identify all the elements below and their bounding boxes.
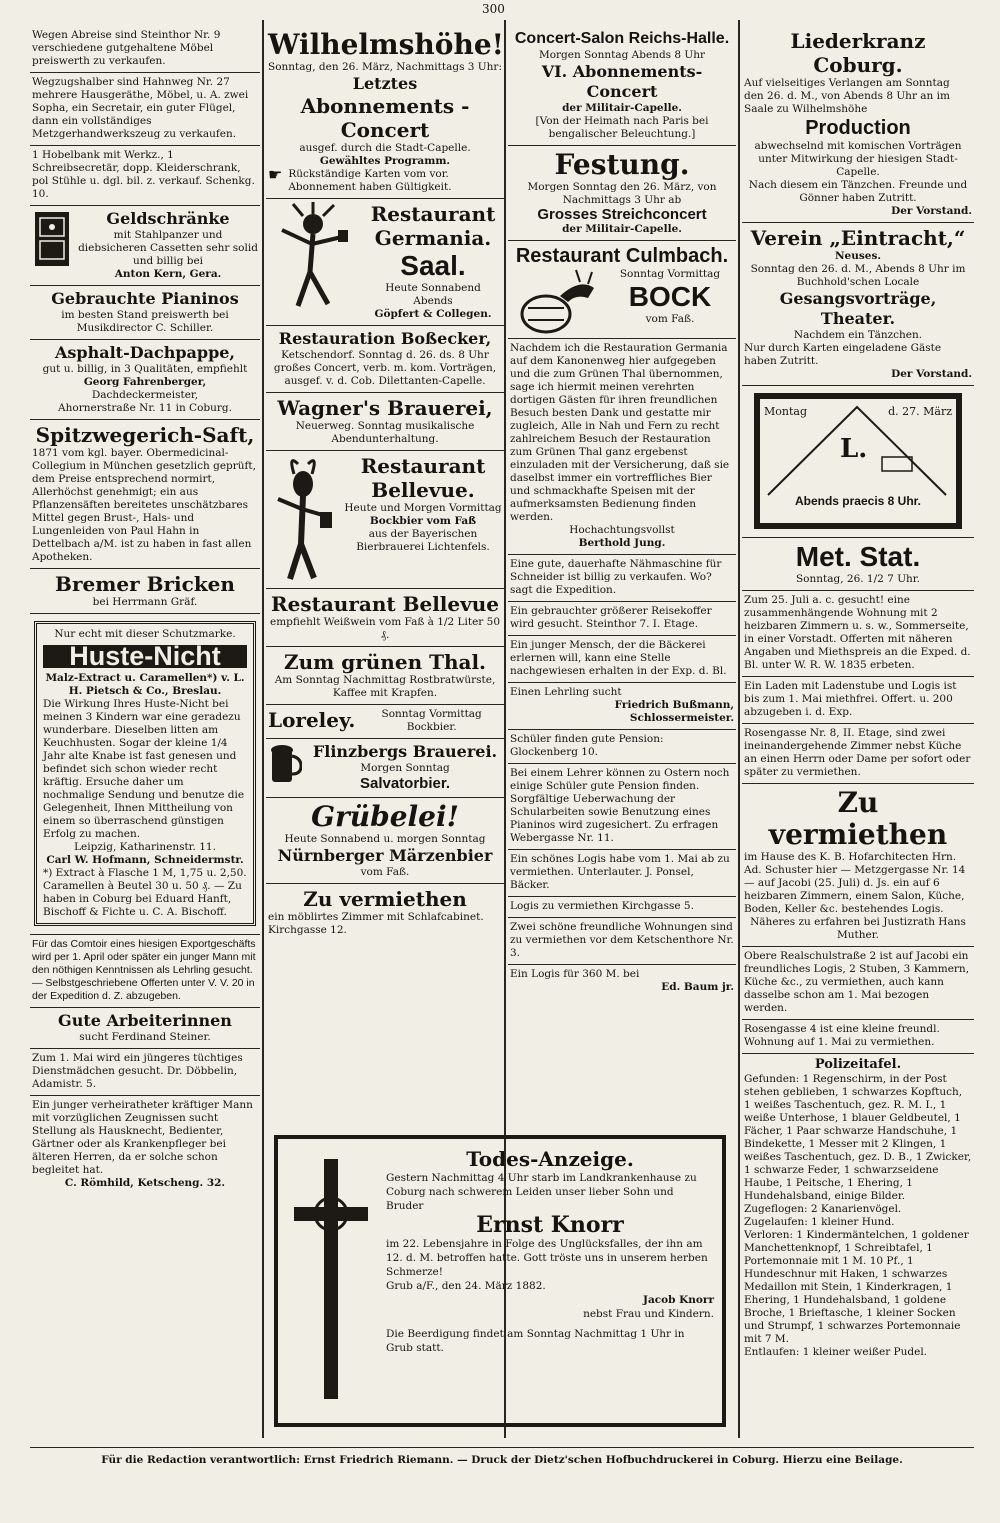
ad-met-stat: Met. Stat. Sonntag, 26. 1/2 7 Uhr. [742,538,974,591]
ad-dienstmaedchen: Zum 1. Mai wird ein jüngeres tüchtiges Dienstmädchen gesucht. Dr. Döbbelin, Adamistr. 5. [30,1049,260,1096]
column-rule [262,20,264,1438]
column-1 [30,26,260,1194]
column-rule [738,20,740,1438]
beer-mug-icon [268,742,302,786]
ad-eintracht: Verein „Eintracht,“ Neuses. Sonntag den 26. d. M., Abends 8 Uhr im Buchhold'schen Locale Gesangsvorträge, Theater. Nachdem ein Tänzchen. Nur durch Karten eingeladene Gäste haben Zutritt. Der Vorstand. [742,223,974,386]
safe-icon [32,209,72,269]
ad-hausknecht: Ein junger verheiratheter kräftiger Mann mit vorzüglichen Zeugnissen sucht Stellung als Hausknecht, Bedienter, Gärtner oder als Krankenpfleger bei älteren Herren, da er solche schon begleitet hat. C. Römhild, Ketscheng. 32. [32,1099,253,1189]
ad-wilhelmshoehe: Wilhelmshöhe! Sonntag, den 26. März, Nachmittags 3 Uhr: Letztes Abonnements - Concert ausgef. durch die Stadt-Capelle. Gewähltes Programm. ☛ Rückständige Karten vom vor. Abonnement haben Gültigkeit. [266,26,504,199]
huste-nicht-brand: Huste-Nicht [43,645,247,668]
pointing-hand-icon: ☛ [268,165,283,184]
death-notice: Todes-Anzeige. Gestern Nachmittag 4 Uhr starb im Landkrankenhause zu Coburg nach schwerem Leiden unser lieber Sohn und Bruder Ernst Knorr im 22. Lebensjahre in Folge des Unglücksfalles, der ihn am 12. d. M. betroffen hatte. Gott tröste uns in unserem herben Schmerze! Grub a/F., den 24. März 1882. Jacob Knorr nebst Frau und Kindern. Die Beerdigung findet am Sonntag Nachmittag 1 Uhr in Grub statt. [274,1135,726,1427]
ad-comptoir: Für das Comtoir eines hiesigen Exportgeschäfts wird per 1. April oder später ein junger Mann mit den nöthigen Kenntnissen als Lehrling gesucht. — Selbstgeschriebene Offerten unter V. V. 20 in der Expedition d. Z. abzugeben. [30,935,260,1008]
ad-wohnungen: Zwei schöne freundliche Wohnungen sind zu vermiethen vor dem Ketschenthore Nr. 3. [508,918,736,965]
ad-laden: Ein Laden mit Ladenstube und Logis ist bis zum 1. Mai miethfrei. Offert. u. 200 abzugeben i. d. Exp. [742,677,974,724]
ad-arbeiterinnen: Gute Arbeiterinnen sucht Ferdinand Steiner. [30,1008,260,1049]
ad-bellevue: Restaurant Bellevue. Heute und Morgen Vormittag Bockbier vom Faß aus der Bayerischen Bierbrauerei Lichtenfels. [266,451,504,589]
ad-bellevue-weisswein: Restaurant Bellevue empfiehlt Weißwein vom Faß à 1/2 Liter 50 ₰. [266,589,504,647]
ad-rosengasse-8: Rosengasse Nr. 8, II. Etage, sind zwei ineinandergehende Zimmer nebst Küche an einen Herrn oder Dame per sofort oder später zu vermiethen. [742,724,974,784]
bock-barrel-illustration [510,268,600,334]
ad-flinzberg: Flinzbergs Brauerei. Morgen Sonntag Salvatorbier. [266,739,504,798]
ad-polizeitafel: Polizeitafel. Gefunden: 1 Regenschirm, in der Post stehen geblieben, 1 schwarzes Kopftuch, 1 weißes Taschentuch, gez. R. M. I., 1 weiße Unterhose, 1 blauer Geldbeutel, 1 Fächer, 1 Paar schwarze Handschuhe, 1 Bindekette, 1 Messer mit 2 Klingen, 1 weißes Taschentuch, gez. D. B., 1 Zwicker, 1 schwarze Feder, 1 schwarzseidene Haube, 1 Peitsche, 1 Ehering, 1 Hundehalsband, einige Bilder. Zugeflogen: 2 Kanarienvögel. Zugelaufen: 1 kleiner Hund. Verloren: 1 Kindermäntelchen, 1 goldener Manchettenknopf, 1 Schreibtafel, 1 Portemonnaie mit 1 M. 10 Pf., 1 Hundeschnur mit Haken, 1 schwarzes Medaillon mit Stein, 1 Kinderkragen, 1 Ehering, 1 Hundehalsband, 1 goldene Broche, 1 Brieftasche, 1 kleiner Socken und Strumpf, 1 schwarzes Portemonnaie mit 7 M. Entlaufen: 1 kleiner weißer Pudel. [744,1057,972,1358]
ad-gruenes-thal-notice: Nachdem ich die Restauration Germania auf dem Kanonenweg hier aufgegeben und die zum Grünen Thal übernommen, sage ich hiermit meinen verehrten dortigen Gästen für ihren freundlichen Besuch besten Dank und gestatte mir zugleich, Alle in Nah und Fern zu recht zahlreichem Besuch der Restauration zum Grünen Thal ganz ergebenst einzuladen mit der Versicherung, daß sie daselbst immer ein vortreffliches Bier und schmackhafte Speisen mit der aufmerksamsten Bedienung finden werden. Hochachtungsvollst Berthold Jung. [508,339,736,555]
jester-illustration [268,202,358,312]
column-2 [266,26,504,1126]
ad-schueler-pension: Schüler finden gute Pension: Glockenberg 10. [508,730,736,764]
ad-juli-wohnung: Zum 25. Juli a. c. gesucht! eine zusammenhängende Wohnung mit 2 heizbaren Zimmern u. s. w., Sommerseite, in einer Vorstadt. Offerten mit näheren Angaben und Miethspreis an die Exped. d. Bl. unter W. R. W. 1835 erbeten. [742,591,974,677]
ad-lehrling: Einen Lehrling sucht Friedrich Bußmann, Schlossermeister. [508,683,736,730]
ad-wagner: Wagner's Brauerei, Neuerweg. Sonntag musikalische Abendunterhaltung. [266,393,504,451]
ad-reisekoffer: Ein gebrauchter größerer Reisekoffer wird gesucht. Steinthor 7. I. Etage. [508,602,736,636]
ad-culmbach: Restaurant Culmbach. Sonntag Vormittag BOCK vom Faß. [508,241,736,339]
column-3 [508,26,736,1126]
ad-rosengasse-4: Rosengasse 4 ist eine kleine freundl. Wohnung auf 1. Mai zu vermiethen. [742,1020,974,1054]
ad-germania: Restaurant Germania. Saal. Heute Sonnabend Abends Göpfert & Collegen. [266,199,504,326]
ad-gruebelei: Grübelei! Heute Sonnabend u. morgen Sonntag Nürnberger Märzenbier vom Faß. [266,798,504,884]
ad-gruenes-thal: Zum grünen Thal. Am Sonntag Nachmittag Rostbratwürste, Kaffee mit Krapfen. [266,647,504,705]
ad-zimmer: Zu vermiethen ein möblirtes Zimmer mit Schlafcabinet. Kirchgasse 12. [268,887,484,936]
ad-hobelbank: 1 Hobelbank mit Werkz., 1 Schreibsecretär, dopp. Kleiderschrank, pol Stühle u. dgl. bil. z. verkauf. Schenkg. 10. [30,146,260,206]
ad-spitzwegerich: Spitzwegerich-Saft, 1871 vom kgl. bayer. Obermedicinal-Collegium in München gesetzlich geprüft, dem Preise entsprechend normirt, Allerhöchst genehmigt; ein aus Pflanzensäften bereitetes unschätzbares Mittel gegen Brust-, Hals- und Lungenleiden von Paul Hahn in Dettelbach a/M. ist zu haben in fast allen Apotheken. [30,420,260,569]
cross-icon [286,1147,376,1417]
ad-huste-nicht [30,614,260,935]
ad-steinthor: Wegen Abreise sind Steinthor Nr. 9 verschiedene gutgehaltene Möbel preiswerth zu verkaufen. [30,26,260,73]
ad-logis-kirchgasse: Logis zu vermiethen Kirchgasse 5. [508,897,736,918]
ad-liederkranz: Liederkranz Coburg. Auf vielseitiges Verlangen am Sonntag den 26. d. M., von Abends 8 Uhr an im Saale zu Wilhelmshöhe Production abwechselnd mit komischen Vorträgen unter Mitwirkung der hiesigen Stadt-Capelle. Nach diesem ein Tänzchen. Freunde und Gönner haben Zutritt. Der Vorstand. [742,26,974,223]
envelope-frame: Montag d. 27. März L. Abends praecis 8 Uhr. [754,393,962,529]
page-number: 300 [482,2,505,16]
ad-realschulstrasse: Obere Realschulstraße 2 ist auf Jacobi ein freundliches Logis, 2 Stuben, 3 Kammern, Küche &c., zu vermiethen, auch kann dasselbe schon am 1. Mai bezogen werden. [742,947,974,1020]
imprint-footer: Für die Redaction verantwortlich: Ernst Friedrich Riemann. — Druck der Dietz'schen Hofbuchdruckerei in Coburg. Hierzu eine Beilage. [30,1447,974,1466]
goat-illustration [268,454,338,584]
ad-montag-envelope [742,386,974,538]
ad-festung: Festung. Morgen Sonntag den 26. März, von Nachmittags 3 Uhr ab Grosses Streichconcert der Militair-Capelle. [508,146,736,241]
ad-hahnweg: Wegzugshalber sind Hahnweg Nr. 27 mehrere Hausgeräthe, Möbel, u. A. zwei Sopha, ein Secretair, ein guter Flügel, dann ein vollständiges Metzgerhandwerkszeug zu verkaufen. [30,73,260,146]
ad-loreley: Loreley. Sonntag Vormittag Bockbier. [266,705,504,739]
ad-geldschraenke: Geldschränke mit Stahlpanzer und diebsicheren Cassetten sehr solid und billig bei Anton Kern, Gera. [30,206,260,286]
ad-logis-baum: Ein Logis für 360 M. bei Ed. Baum jr. [510,968,734,993]
ad-bossecker: Restauration Boßecker, Ketschendorf. Sonntag d. 26. ds. 8 Uhr großes Concert, verb. m. kom. Vorträgen, ausgef. v. d. Cob. Dilettanten-Capelle. [266,326,504,393]
ad-asphalt: Asphalt-Dachpappe, gut u. billig, in 3 Qualitäten, empfiehlt Georg Fahrenberger, Dachdeckermeister, Ahornerstraße Nr. 11 in Coburg. [30,340,260,420]
ad-junger-mensch: Ein junger Mensch, der die Bäckerei erlernen will, kann eine Stelle nachgewiesen erhalten in der Exp. d. Bl. [508,636,736,683]
ad-pianinos: Gebrauchte Pianinos im besten Stand preiswerth bei Musikdirector C. Schiller. [30,286,260,340]
ad-bremer-bricken: Bremer Bricken bei Herrmann Gräf. [30,569,260,614]
huste-nicht-frame: Nur echt mit dieser Schutzmarke. Huste-Nicht Malz-Extract u. Caramellen*) v. L. H. Pietsch & Co., Breslau. Die Wirkung Ihres Huste-Nicht bei meinen 3 Kindern war eine geradezu wunderbare. Dieselben litten am Keuchhusten. Sogar der kleine 1/4 Jahr alte Knabe ist fast genesen und befindet sich schon wieder recht kräftig. Ersuche daher um nochmalige Sendung und benutze die Gelegenheit, Ihnen Mittheilung von einem so überraschend günstigen Erfolg zu machen. Leipzig, Katharinenstr. 11. Carl W. Hofmann, Schneidermstr. *) Extract à Flasche 1 M, 1,75 u. 2,50. Caramellen à Beutel 30 u. 50 ₰. — Zu haben in Coburg bei Eduard Hanft, Bischoff & Fichte u. C. A. Bischoff. [34,621,256,926]
ad-zu-vermiethen: Zu vermiethen im Hause des K. B. Hofarchitecten Hrn. Ad. Schuster hier — Metzgergasse Nr. 14 — auf Jacobi (25. Juli) d. Js. ein auf 6 heizbaren Zimmern, einem Salon, Küche, Boden, Keller &c. bestehendes Logis. Näheres zu erfahren bei Justizrath Hans Muther. [742,784,974,947]
ad-naehmaschine: Eine gute, dauerhafte Nähmaschine für Schneider ist billig zu verkaufen. Wo? sagt die Expedition. [508,555,736,602]
column-4 [742,26,974,1436]
ad-reichs-halle: Concert-Salon Reichs-Halle. Morgen Sonntag Abends 8 Uhr VI. Abonnements-Concert der Militair-Capelle. [Von der Heimath nach Paris bei bengalischer Beleuchtung.] [508,26,736,146]
ad-lehrer: Bei einem Lehrer können zu Ostern noch einige Schüler gute Pension finden. Sorgfältige Ueberwachung der Schularbeiten sowie Benutzung eines Pianinos wird zugesichert. Zu erfragen Webergasse Nr. 11. [508,764,736,850]
ad-logis-ponsel: Ein schönes Logis habe vom 1. Mai ab zu vermiethen. Unterlauter. J. Ponsel, Bäcker. [508,850,736,897]
